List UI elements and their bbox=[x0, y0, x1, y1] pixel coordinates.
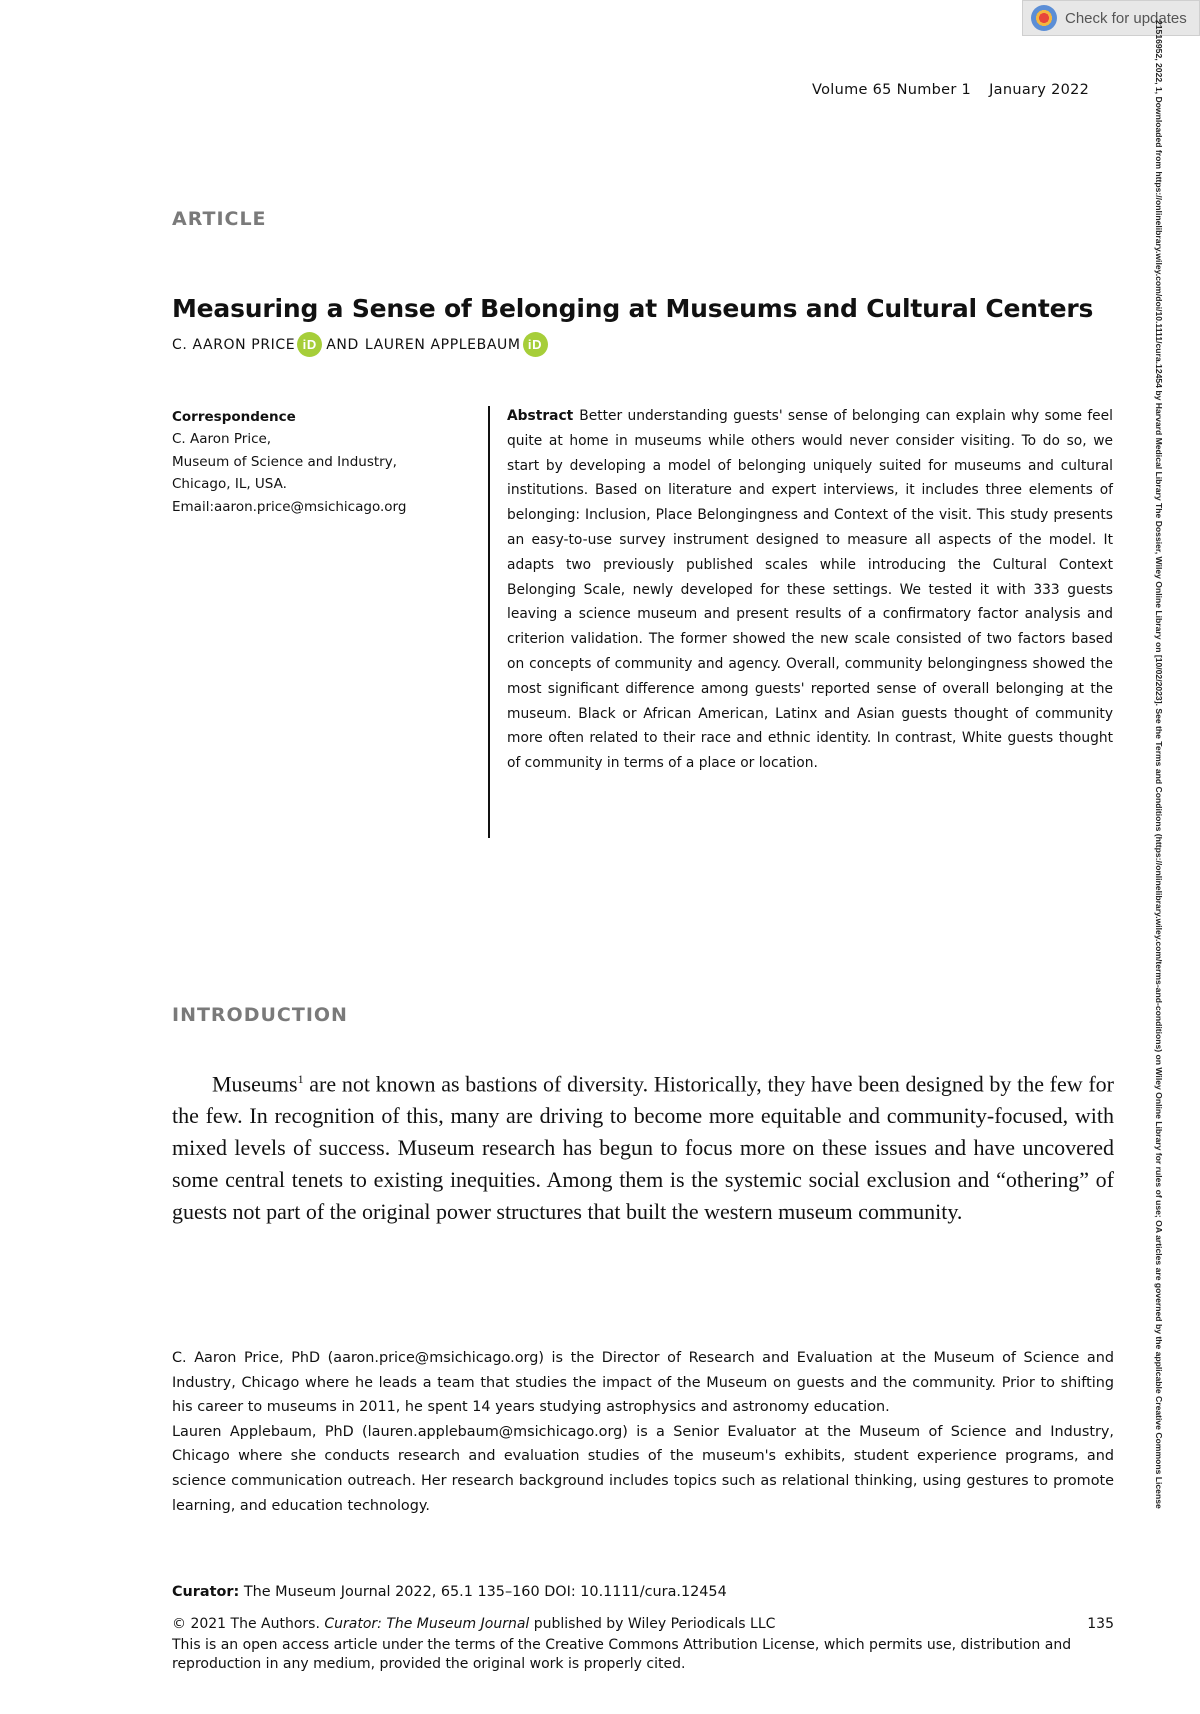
abstract-block bbox=[507, 404, 1113, 776]
issue-info bbox=[812, 82, 1089, 98]
orcid-icon[interactable]: iD bbox=[523, 332, 548, 357]
crossmark-icon bbox=[1031, 5, 1057, 31]
correspondence-org: Museum of Science and Industry, bbox=[172, 453, 397, 470]
citation-line bbox=[172, 1584, 727, 1600]
volume-number: Volume 65 Number 1 bbox=[812, 82, 972, 98]
author-list bbox=[172, 332, 552, 357]
copyright-line bbox=[172, 1616, 1114, 1632]
column-divider bbox=[488, 406, 490, 838]
article-title: Measuring a Sense of Belonging at Museums and Cultural Centers bbox=[172, 294, 1094, 323]
intro-text: are not known as bastions of diversity. Historically, they have been designed by the few for the few. In recognition of this, many are driving to become more equitable and community-focused, with mixed levels of success. Museum research has begun to focus more on these issues and have uncovered some central tenets to existing inequities. Among them is the systemic social exclusion and “othering” of guests not part of the original power structures that built the western museum community. bbox=[172, 1071, 1114, 1225]
author-name: C. AARON PRICE bbox=[172, 336, 296, 353]
author-name: LAUREN APPLEBAUM bbox=[364, 336, 521, 353]
correspondence-city: Chicago, IL, USA. bbox=[172, 476, 287, 493]
introduction-paragraph bbox=[172, 1063, 1114, 1228]
copyright-journal: Curator: The Museum Journal bbox=[324, 1616, 530, 1632]
author-bios bbox=[172, 1346, 1114, 1518]
correspondence-name: C. Aaron Price, bbox=[172, 431, 272, 448]
issue-date: January 2022 bbox=[989, 82, 1090, 98]
page-number: 135 bbox=[1087, 1616, 1114, 1632]
abstract-heading: Abstract bbox=[507, 408, 574, 424]
copyright-prefix: © 2021 The Authors. bbox=[172, 1616, 320, 1632]
check-for-updates-button[interactable] bbox=[1022, 0, 1200, 36]
citation-text: The Museum Journal 2022, 65.1 135–160 DOI: 10.1111/cura.12454 bbox=[243, 1584, 727, 1600]
article-type-label: ARTICLE bbox=[172, 208, 267, 230]
introduction-heading: INTRODUCTION bbox=[172, 1004, 348, 1026]
author-conjunction: AND bbox=[326, 336, 359, 353]
citation-journal-label: Curator: bbox=[172, 1584, 240, 1600]
abstract-text: Better understanding guests' sense of belonging can explain why some feel quite at home in museums while others would never consider visiting. To do so, we start by developing a model of belonging uniquely suited for museums and cultural institutions. Based on literature and expert interviews, it includes three elements of belonging: Inclusion, Place Belongingness and Context of the visit. This study presents an easy-to-use survey instrument designed to measure all aspects of the model. It adapts two previously published scales while introducing the Cultural Context Belonging Scale, newly developed for these settings. We tested it with 333 guests leaving a science museum and present results of a confirmatory factor analysis and criterion validation. The former showed the new scale consisted of two factors based on concepts of community and agency. Overall, community belongingness showed the most significant difference among guests' reported sense of overall belonging at the museum. Black or African American, Latinx and Asian guests thought of community more often related to their race and ethnic identity. In contrast, White guests thought of community in terms of a place or location. bbox=[507, 408, 1113, 772]
bio-applebaum: Lauren Applebaum, PhD (lauren.applebaum@msichicago.org) is a Senior Evaluator at the Museum of Science and Industry, Chicago where she conducts research and evaluation studies of the museum's exhibits, student experience programs, and science communication outreach. Her research background includes topics such as relational thinking, using gestures to promote learning, and education technology. bbox=[172, 1423, 1114, 1514]
footnote-marker[interactable]: 1 bbox=[297, 1072, 304, 1086]
correspondence-email-line bbox=[172, 496, 462, 518]
copyright-text bbox=[172, 1616, 775, 1632]
correspondence-heading: Correspondence bbox=[172, 409, 296, 425]
orcid-icon[interactable]: iD bbox=[297, 332, 322, 357]
email-label: Email: bbox=[172, 498, 215, 515]
email-link[interactable]: aaron.price@msichicago.org bbox=[214, 498, 407, 515]
check-for-updates-label: Check for updates bbox=[1065, 9, 1187, 27]
correspondence-block bbox=[172, 406, 462, 518]
license-text: This is an open access article under the terms of the Creative Commons Attribution License, which permits use, distribution and reproduction in any medium, provided the original work is properly cited. bbox=[172, 1637, 1072, 1672]
download-sidebar-text: 21516952, 2022, 1, Downloaded from https://onlinelibrary.wiley.com/doi/10.1111/cura.12454 by Harvard Medical Library The Dossier, Wiley Online Library on [10/02/2023]. See the Terms and Conditions (https://onlinelibrary.wiley.com/terms-and-conditions) on Wiley Online Library for rules of use; OA articles are governed by the applicable Creative Commons License bbox=[1154, 20, 1164, 1509]
copyright-publisher: published by Wiley Periodicals LLC bbox=[533, 1616, 776, 1632]
bio-price: C. Aaron Price, PhD (aaron.price@msichicago.org) is the Director of Research and Evaluation at the Museum of Science and Industry, Chicago where he leads a team that studies the impact of the Museum on guests and the community. Prior to shifting his career to museums in 2011, he spent 14 years studying astrophysics and astronomy education. bbox=[172, 1350, 1114, 1416]
intro-first-word: Museums bbox=[212, 1071, 298, 1097]
